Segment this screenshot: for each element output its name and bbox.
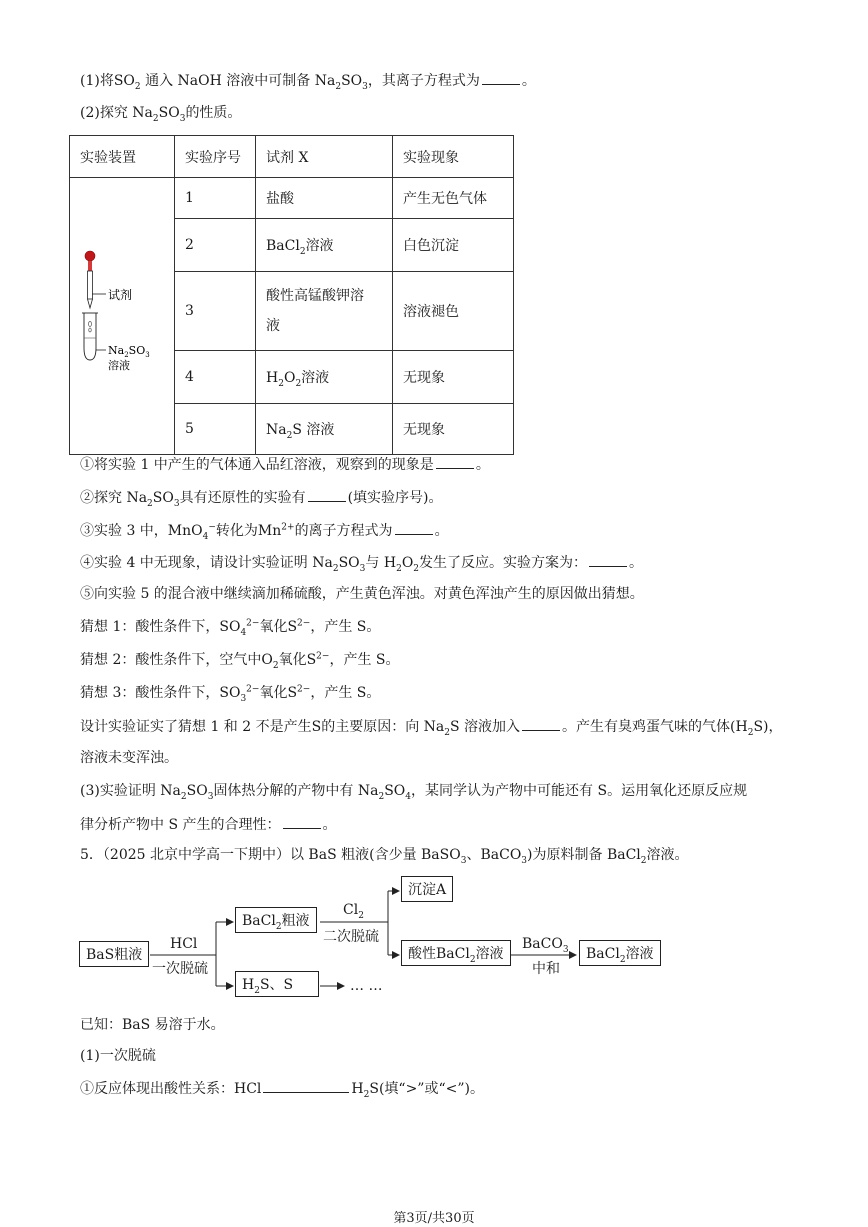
- subscript: 2: [358, 910, 364, 921]
- row-result: 产生无色气体: [393, 178, 514, 219]
- text: 的离子方程式为: [294, 523, 393, 539]
- text: 的性质。: [185, 105, 242, 121]
- cl2-label: [343, 902, 364, 921]
- text: 5．（2025 北京中学高一下期中）以 BaS 粗液(含少量 BaSO: [80, 847, 461, 863]
- text: S(填“>”或“<”)。: [369, 1081, 484, 1097]
- superscript: 2−: [316, 651, 330, 662]
- part-1-question: [80, 1078, 484, 1099]
- text: ①将实验 1 中产生的气体通入品红溶液，观察到的现象是: [80, 457, 434, 473]
- text: 溶液未变浑浊。: [80, 750, 178, 766]
- text: SO: [341, 73, 363, 89]
- text: 溶液: [301, 370, 330, 387]
- tube-label: $Na_2SO_3$: [108, 344, 150, 359]
- text: 猜想 1：酸性条件下，SO: [80, 619, 241, 635]
- subscript: 4: [405, 791, 412, 802]
- superscript: 2−: [297, 618, 311, 629]
- row-result: 白色沉淀: [393, 218, 514, 272]
- text: 具有还原性的实验有: [179, 490, 306, 506]
- subscript: 2: [396, 563, 402, 574]
- text: ，产生 S。: [310, 619, 381, 635]
- acidic-bacl2-box: [401, 940, 511, 966]
- h2s-s-box: [235, 971, 319, 997]
- bacl2-crude-box: [235, 907, 317, 933]
- text: 与 H: [365, 555, 397, 571]
- subscript: 3: [173, 498, 180, 509]
- text: ③实验 3 中，MnO: [80, 523, 203, 539]
- text: 溶液: [475, 946, 504, 962]
- text: S)，: [753, 719, 783, 735]
- text: 粗液: [281, 913, 310, 929]
- text: 酸性高锰酸钾溶: [266, 288, 364, 305]
- text: SO: [186, 783, 208, 799]
- subscript: 2: [147, 498, 153, 509]
- text: H: [266, 370, 279, 387]
- text: 。: [521, 73, 536, 89]
- subscript: 3: [179, 113, 186, 124]
- subscript: 2: [469, 954, 476, 965]
- text: 沉淀A: [408, 882, 447, 898]
- subscript: 2: [278, 379, 284, 390]
- text: ④实验 4 中无现象，请设计实验证明 Na: [80, 555, 333, 571]
- text: 猜想 2：酸性条件下，空气中O: [80, 652, 273, 668]
- subscript: 3: [460, 855, 467, 866]
- text: ，其离子方程式为: [367, 73, 480, 89]
- subscript: 2: [180, 791, 187, 802]
- ellipsis: … …: [350, 978, 383, 994]
- text: 通入 NaOH 溶液中可制备 Na: [145, 73, 336, 89]
- reagent-label: 试剂: [108, 288, 133, 302]
- text: 律分析产物中 S 产生的合理性：: [80, 817, 281, 833]
- text: 猜想 3：酸性条件下，SO: [80, 685, 241, 701]
- table-header: 实验序号: [175, 136, 256, 178]
- text: 氧化S: [259, 619, 298, 635]
- row-result: 溶液褪色: [393, 272, 514, 351]
- bacl2-solution-box: [579, 940, 661, 966]
- text: 转化为Mn: [215, 523, 282, 539]
- row-reagent: 盐酸: [256, 178, 393, 219]
- text: O: [283, 370, 296, 387]
- text: 酸性BaCl: [408, 946, 470, 962]
- text: (填实验序号)。: [347, 490, 443, 506]
- subscript: 2: [335, 81, 342, 92]
- subscript: 3: [240, 693, 247, 704]
- text: Na: [266, 422, 287, 439]
- text: 氧化S: [278, 652, 317, 668]
- text: 发生了反应。实验方案为：: [419, 555, 588, 571]
- text: 氧化S: [259, 685, 298, 701]
- text: 固体热分解的产物中有 Na: [213, 783, 379, 799]
- text: SO: [158, 105, 180, 121]
- row-num: 2: [175, 218, 256, 272]
- text: ①反应体现出酸性关系：HCl: [80, 1081, 262, 1097]
- text: 。产生有臭鸡蛋气味的气体(H: [562, 719, 748, 735]
- subscript: 4: [240, 627, 247, 638]
- superscript: 2+: [281, 522, 295, 533]
- subscript: 2: [332, 563, 339, 574]
- text: BaCO: [522, 936, 563, 952]
- text: 。: [629, 555, 644, 571]
- subscript: 2: [286, 430, 293, 441]
- superscript: 2−: [246, 618, 260, 629]
- text: S、S: [259, 977, 294, 993]
- step1-label: 一次脱硫: [152, 961, 208, 977]
- subscript: 2: [444, 727, 450, 738]
- text: Cl: [343, 902, 359, 918]
- subscript: 3: [207, 791, 214, 802]
- table-header: 实验装置: [70, 136, 175, 178]
- subscript: 2: [747, 727, 754, 738]
- table-header: 实验现象: [393, 136, 514, 178]
- text: BaCl: [586, 946, 620, 962]
- bas-crude-box: [79, 941, 149, 967]
- row-num: 4: [175, 351, 256, 404]
- subscript: 2: [299, 246, 306, 257]
- subscript: 4: [202, 531, 209, 542]
- subscript: 2: [619, 954, 626, 965]
- subscript: 2: [254, 985, 260, 996]
- text: ②探究 Na: [80, 490, 148, 506]
- text: SO: [338, 555, 360, 571]
- step2-label: 二次脱硫: [323, 929, 379, 945]
- text: ，产生 S。: [329, 652, 400, 668]
- text: BaCl: [266, 237, 300, 254]
- page-footer: 第3页/共30页: [393, 1211, 475, 1226]
- superscript: −: [208, 522, 216, 533]
- superscript: 2−: [246, 684, 260, 695]
- subscript: 3: [521, 855, 528, 866]
- text: 。: [475, 457, 490, 473]
- subscript: 3: [359, 563, 366, 574]
- subscript: 3: [562, 944, 569, 955]
- answer-blank[interactable]: [263, 1078, 349, 1093]
- subscript: 2: [413, 563, 420, 574]
- text: S 溶液: [292, 422, 335, 439]
- text: H: [351, 1081, 364, 1097]
- text: )为原料制备 BaCl: [527, 847, 641, 863]
- text: (1)将SO: [80, 73, 135, 89]
- text: 溶液: [305, 237, 334, 254]
- tube-label-2: 溶液: [108, 359, 130, 372]
- hcl-label: HCl: [170, 936, 198, 952]
- text: 。: [322, 817, 337, 833]
- superscript: 2−: [297, 684, 311, 695]
- row-result: 无现象: [393, 351, 514, 404]
- text: (3)实验证明 Na: [80, 783, 181, 799]
- text: S 溶液加入: [450, 719, 521, 735]
- known-note: 已知：BaS 易溶于水。: [80, 1017, 225, 1033]
- text: ，某同学认为产物中可能还有 S。运用氧化还原反应规: [411, 783, 748, 799]
- subscript: 3: [362, 81, 368, 92]
- row-num: 1: [175, 178, 256, 219]
- subscript: 2: [272, 660, 279, 671]
- subscript: 2: [275, 921, 282, 932]
- row-num: 3: [175, 272, 256, 351]
- text: 设计实验证实了猜想 1 和 2 不是产生S的主要原因：向 Na: [80, 719, 445, 735]
- text: SO: [384, 783, 406, 799]
- part-1-heading: (1)一次脱硫: [80, 1048, 156, 1064]
- text: 、BaCO: [466, 847, 522, 863]
- text: O: [401, 555, 414, 571]
- subscript: 2: [152, 113, 159, 124]
- text: 。: [434, 523, 449, 539]
- text: BaCl: [242, 913, 276, 929]
- subscript: 2: [134, 81, 141, 92]
- baco3-label: [522, 936, 569, 955]
- row-result: 无现象: [393, 404, 514, 455]
- text: 溶液。: [646, 847, 689, 863]
- subscript: 2: [640, 855, 647, 866]
- subscript: 2: [378, 791, 385, 802]
- text: (2)探究 Na: [80, 105, 153, 121]
- text: ⑤向实验 5 的混合液中继续滴加稀硫酸，产生黄色浑浊。对黄色浑浊产生的原因做出猜想。: [80, 586, 644, 602]
- table-header: 试剂 X: [256, 136, 393, 178]
- text: BaS粗液: [86, 947, 143, 963]
- text: H: [242, 977, 255, 993]
- precipitate-a-box: [401, 876, 453, 902]
- subscript: 2: [295, 379, 302, 390]
- text: SO: [152, 490, 174, 506]
- text: 液: [266, 318, 280, 335]
- row-num: 5: [175, 404, 256, 455]
- neutralize-label: 中和: [532, 961, 560, 977]
- subscript: 2: [363, 1089, 370, 1100]
- text: ，产生 S。: [310, 685, 381, 701]
- text: 溶液: [625, 946, 654, 962]
